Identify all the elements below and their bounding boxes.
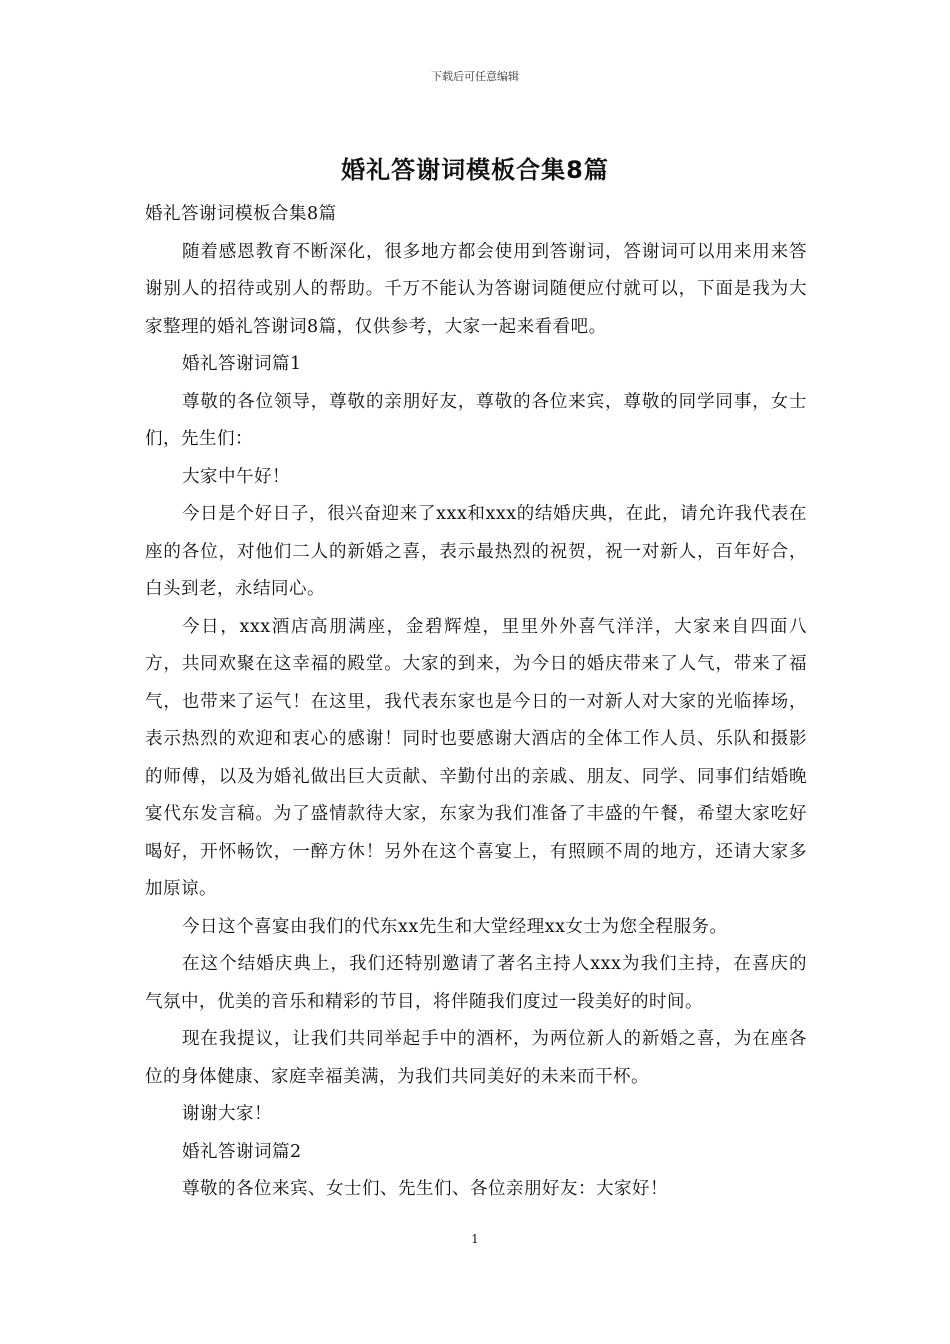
body-paragraph: 今日这个喜宴由我们的代东xx先生和大堂经理xx女士为您全程服务。 — [182, 916, 728, 937]
salutation-paragraph: 尊敬的各位领导，尊敬的亲朋好友，尊敬的各位来宾，尊敬的同学同事，女士们，先生们： — [145, 391, 807, 449]
body-paragraph: 现在我提议，让我们共同举起手中的酒杯，为两位新人的新婚之喜，为在座各位的身体健康、家庭幸福美满，为我们共同美好的未来而干杯。 — [145, 1029, 807, 1087]
page-header-note: 下载后可任意编辑 — [431, 70, 519, 83]
greeting-paragraph: 大家中午好！ — [182, 466, 290, 487]
body-paragraph: 在这个结婚庆典上，我们还特别邀请了著名主持人xxx为我们主持，在喜庆的气氛中，优美的音乐和精彩的节目，将伴随我们度过一段美好的时间。 — [145, 954, 807, 1012]
document-body — [145, 196, 807, 1209]
section-heading-2: 婚礼答谢词篇2 — [182, 1141, 302, 1162]
body-paragraph: 今日，xxx酒店高朋满座，金碧辉煌，里里外外喜气洋洋，大家来自四面八方，共同欢聚在这幸福的殿堂。大家的到来，为今日的婚庆带来了人气，带来了福气，也带来了运气！在这里，我代表东家也是今日的一对新人对大家的光临捧场，表示热烈的欢迎和衷心的感谢！同时也要感谢大酒店的全体工作人员、乐队和摄影的师傅，以及为婚礼做出巨大贡献、辛勤付出的亲戚、朋友、同学、同事们结婚晚宴代东发言稿。为了盛情款待大家，东家为我们准备了丰盛的午餐，希望大家吃好喝好，开怀畅饮，一醉方休！另外在这个喜宴上，有照顾不周的地方，还请大家多加原谅。 — [145, 616, 807, 899]
section-heading-1: 婚礼答谢词篇1 — [182, 354, 302, 374]
thanks-paragraph: 谢谢大家！ — [182, 1104, 272, 1124]
intro-paragraph: 随着感恩教育不断深化，很多地方都会使用到答谢词，答谢词可以用来用来答谢别人的招待或别人的帮助。千万不能认为答谢词随便应付就可以，下面是我为大家整理的婚礼答谢词8篇，仅供参考，大家一起来看看吧。 — [145, 241, 807, 337]
page-number: 1 — [471, 1232, 479, 1246]
document-title: 婚礼答谢词模板合集8篇 — [341, 156, 609, 184]
subtitle-paragraph: 婚礼答谢词模板合集8篇 — [145, 204, 337, 224]
salutation-paragraph-2: 尊敬的各位来宾、女士们、先生们、各位亲朋好友：大家好！ — [182, 1179, 668, 1199]
body-paragraph: 今日是个好日子，很兴奋迎来了xxx和xxx的结婚庆典，在此，请允许我代表在座的各位，对他们二人的新婚之喜，表示最热烈的祝贺，祝一对新人，百年好合，白头到老，永结同心。 — [145, 504, 807, 599]
